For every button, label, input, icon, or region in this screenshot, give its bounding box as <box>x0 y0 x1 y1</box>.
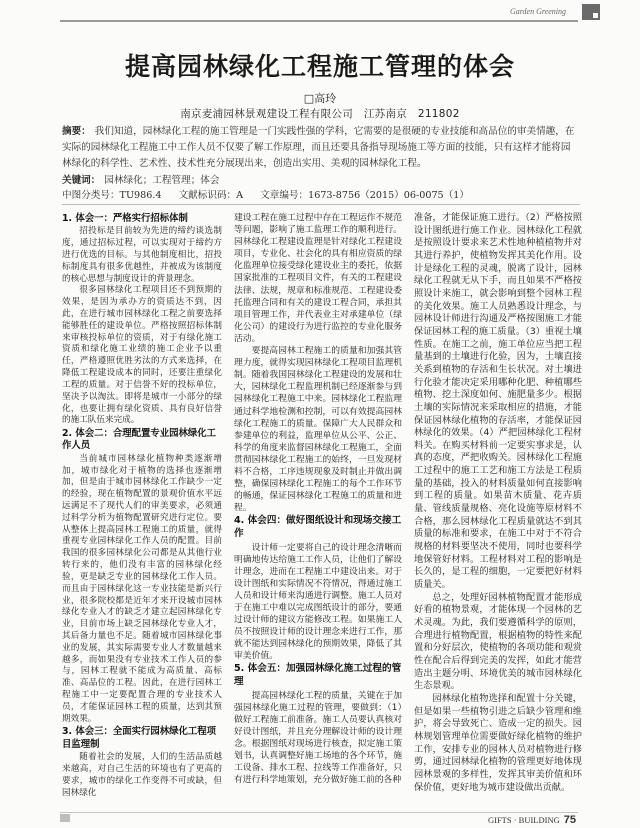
affiliation: 南京麦浦园林景观建设工程有限公司 江苏南京 211802 <box>180 108 460 120</box>
body-column-1 <box>62 212 222 799</box>
page-number: 75 <box>563 814 576 826</box>
classification-number: 中图分类号：TU986.4 <box>62 190 162 201</box>
footer-rule <box>60 812 578 813</box>
paragraph: 要提高园林工程施工的质量和加强其管理力度，就得实现园林绿化工程项目监理机制。随着我国园林绿化工程建设的发展和壮大，园林绿化工程监理机制已经逐渐参与到园林绿化工程施工中来。园林绿化工程监理通过科学地检测和控制，可以有效提高园林绿化工程施工的质量。保障广大人民群众和参建单位的利益，监理单位从公平、公正、科学的角度来监督园林绿化工程施工，全面贯彻园林绿化工程施工的始终，一旦发现材料不合格，工序违规现象及时制止并做出调整，确保园林绿化工程施工的每个工作环节的畅通，保证园林绿化工程施工的质量和进程。 <box>234 346 402 514</box>
corner-tab-icon <box>582 4 600 20</box>
section-heading: 2. 体会二：合理配置专业园林绿化工作人员 <box>62 428 216 452</box>
folio <box>488 814 576 826</box>
running-header <box>0 0 640 28</box>
paragraph: 建设工程在施工过程中存在工程运作不规范等问题，影响了施工监理工作的顺利进行。园林绿化工程建设监理是针对绿化工程建设项目，专业化、社会化的具有相应资质的绿化监理单位接受绿化建设业主的委托，依据国家批准的工程项目文件，有关的工程建设法律、法规，规章和标准规范、工程建设委托监理合同和有关的建设工程合同，承担其项目管理工作，并代表业主对承建单位（绿化公司）的建设行为进行监控的专业化服务活动。 <box>234 213 402 344</box>
article-number: 文章编号：1673-8756（2015）06-0075（1） <box>260 190 469 201</box>
body-column-3 <box>414 212 582 794</box>
paragraph: 总之，处理好园林植物配置才能形成好看的植物景观，才能体现一个园林的艺术灵魂。为此，我们要遵循科学的原则，合理进行植物配置，根据植物的特性来配置和分好层次，使植物的各项功能和观赏性在配合后得到完美的发挥，如此才能营造出主题分明、环境优美的城市园林绿化生态景观。 <box>414 591 582 692</box>
paragraph: 当前城市园林绿化植物种类逐渐增加，城市绿化对于植物的选择也逐渐增加，但是由于城市园林绿化工作缺少一定的经验，现在植物配置的景观价值水平远远满足不了现代人们的审美要求，必须通过科学分析为植物配置研究进行定位。要从整体上提高园林工程施工的质量，就得重视专业园林绿化工作人员的配置。目前我国的很多园林绿化公司都是从其他行业转行来的，他们没有丰富的园林绿化经验，更是缺乏专业的园林绿化工作人员。而且由于园林绿化这一专业技能是新兴行业，很多院校都是近年才来开设城市园林绿化专业人才的缺乏才建立起园林绿化专业，目前市场上缺乏园林绿化专业人才，其后备力量也不足。随着城市园林绿化事业的发展，其实际需要专业人才数量越来越多，而如果没有专业技术工作人员的参与，园林工程就不能成为高质量、高标准、高品位的工程。因此，在进行园林工程施工中一定要配置合理的专业技术人员，才能保证园林工程的质量，达到其预期效果。 <box>62 453 222 724</box>
header-rule <box>60 20 578 22</box>
article-title: 提高园林绿化工程施工管理的体会 <box>124 52 515 81</box>
paragraph: 设计师一定要将自己的设计理念清晰而明确地传达给施工工作人员，让他们了解设计理念，进而在工程施工中建设出来。对于设计图纸和实际情况不符情况，得通过施工人员和设计师来沟通进行调整。施工人员对于在施工中难以完成图纸设计的部分，要通过设计师的建议方能修改工程。如果施工人员不按照设计师的设计理念来进行工作，那就不能达到园林绿化的预期效果，降低了其审美价值。 <box>234 542 402 662</box>
paragraph: 随着社会的发展，人们的生活品质越来越高，对自己生活的环境也有了更高的要求，城市的绿化工作变得不可或缺，但园林绿化 <box>62 752 222 798</box>
section-tag: Garden Greening <box>509 7 566 16</box>
paragraph: 准备，才能保证施工进行。（2）严格按照设计图纸进行施工作业。园林绿化工程就是按照设计要求来艺术性地种植植物并对其进行养护，使植物发挥其美化作用。设计是绿化工程的灵魂，脱离了设计，园林绿化工程就无从下手，而且如果不严格按照设计来施工，就会影响到整个园林工程的美化效果。施工人员熟悉设计理念，与园林设计师进行沟通及严格按图施工才能保证园林工程的施工质量。（3）重视土壤性质。在施工之前，施工单位应当把工程量基到的土壤进行化验，因为，土壤直接关系到植物的存活和生长状况。对土壤进行化验才能决定采用哪种化肥、种植哪些植物、挖土深度如何、施肥量多少。根据土壤的实际情况来采取相应的措施，才能保证园林绿化植物的存活率，才能保证园林绿化的效果。（4）严把园林绿化工程材料关。在购买材料前一定要实事求是，认真的态度，严把收购关。园林绿化工程施工过程中的施工工艺和施工方法是工程质量的基础，投入的材料质量如何直接影响到工程的质量。如果苗木质量、花卉质量、管线质量规格、亮化设施等原材料不合格，那么园林绿化工程质量就达不到其质量的标准和要求，在施工中对于不符合规格的材料要坚决不使用，同时也要科学地保管好材料。工程材料对工程的影响是长久的，是工程的细胞，一定要把好材料质量关。 <box>414 212 582 591</box>
abstract <box>62 124 580 172</box>
abstract-text: 我们知道，园林绿化工程的施工管理是一门实践性强的学科，它需要的是很硬的专业技能和高品位的审美情趣，在实际的园林绿化工程施工中工作人员不仅要了解工作原理，而且还要具备指导现场施工等方面的技能，只有这样才能将园林绿化的科学性、艺术性、技术性充分展现出来，创造出实用、美观的园林绿化工程。 <box>62 126 575 169</box>
section-heading: 4. 体会四：做好图纸设计和现场交接工作 <box>234 515 402 539</box>
document-code: 文献标识码：A <box>178 190 244 201</box>
footer-block-icon <box>60 814 70 822</box>
author: □高玲 <box>303 92 337 105</box>
body-column-2 <box>234 212 402 786</box>
abstract-label: 摘要： <box>62 126 91 137</box>
keywords-label: 关键词： <box>62 175 101 186</box>
divider <box>62 204 580 205</box>
journal-name: GIFTS · BUILDING <box>487 815 560 825</box>
paragraph: 提高园林绿化工程的质量，关键在于加强园林绿化施工过程的管理，要做到：（1）做好工程施工前准备。施工人员要认真核对好设计图纸，并且充分理解设计师的设计理念。根据图纸对现场进行核查，拟定施工策划书，认真调整好施工场地的各个环节，施工设备、排水工程、拉线等工作准备好，只有进行科学地策划，充分做好施工前的各种 <box>234 690 402 786</box>
section-heading: 3. 体会三：全面实行园林绿化工程项目监理制 <box>62 726 216 750</box>
paragraph: 很多园林绿化工程项目还不到预期的效果，是因为承办方的资质达不到，因此，在进行城市园林绿化工程之前要选择能够胜任的建设单位。严格按照招标体制来审核投标单位的资质，对于有绿化施工资质和绿化施工业绩的施工企业予以重任，严格遵照优胜劣汰的方式来选择，在降低工程建设成本的同时，还要注重绿化工程的质量。对于信誉不好的投标单位，坚决予以淘汰。即将是城市一小部分的绿化，也要让拥有绿化资质、具有良好信誉的施工队伍来完成。 <box>62 285 222 426</box>
classification-line <box>62 187 483 201</box>
paragraph: 园林绿化植物选择和配置十分关键，但是如果一些植物引进之后缺少管理和维护，将会导致死亡、造成一定的损失。园林规划管理单位需要做好绿化植物的维护工作，安排专业的园林人员对植物进行修剪，通过园林绿化植物的管理更好地体现园林景观的多样性，发挥其审美价值和环保价值，更好地为城市建设做出贡献。 <box>414 692 582 793</box>
section-heading: 1. 体会一：严格实行招标体制 <box>62 213 188 224</box>
paragraph: 招投标是目前较为先进的缔约谈选制度，通过招标过程，可以实现对于缔约方进行优选的目标。与其他制度相比，招投标制度具有很多优越性，并被成为该制度的核心思想与制度设计的背景理念。 <box>62 226 222 284</box>
section-heading: 5. 体会五：加强园林绿化施工过程的管理 <box>234 663 402 688</box>
keywords-text: 园林绿化；工程管理；体会 <box>104 175 220 186</box>
keywords <box>62 172 220 186</box>
